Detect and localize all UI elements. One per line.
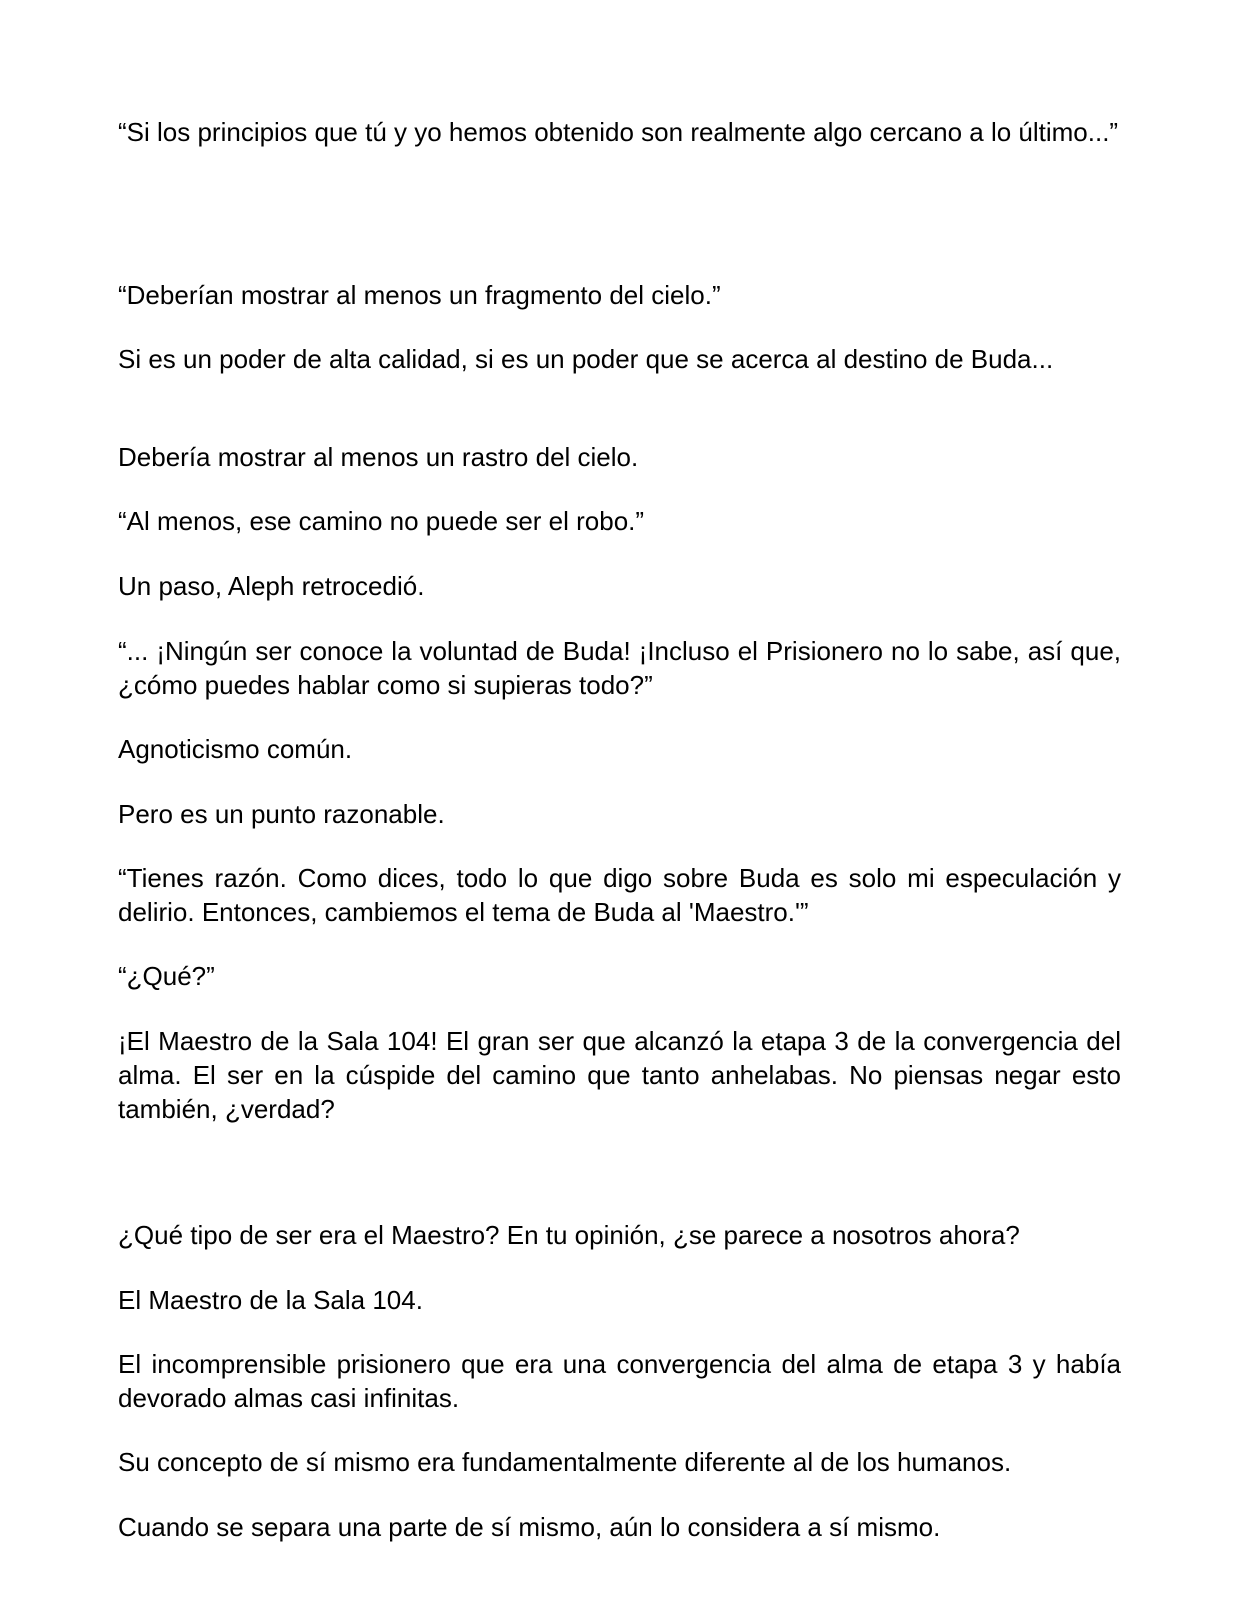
paragraph: “Si los principios que tú y yo hemos obtenido son realmente algo cercano a lo último...”: [118, 117, 1119, 147]
paragraph: Su concepto de sí mismo era fundamentalmente diferente al de los humanos.: [118, 1447, 1012, 1477]
paragraph: Agnoticismo común.: [118, 734, 353, 764]
paragraph: El Maestro de la Sala 104.: [118, 1285, 423, 1315]
paragraph: Cuando se separa una parte de sí mismo, aún lo considera a sí mismo.: [118, 1512, 941, 1542]
paragraph: ¡El Maestro de la Sala 104! El gran ser que alcanzó la etapa 3 de la convergencia del alma. El ser en la cúspide del camino que tanto anhelabas. No piensas negar esto también, ¿verdad?: [118, 1026, 1121, 1124]
paragraph: Si es un poder de alta calidad, si es un poder que se acerca al destino de Buda...: [118, 344, 1054, 374]
paragraph: “Al menos, ese camino no puede ser el robo.”: [118, 506, 645, 536]
paragraph: “¿Qué?”: [118, 961, 215, 991]
paragraph: “... ¡Ningún ser conoce la voluntad de Buda! ¡Incluso el Prisionero no lo sabe, así que, ¿cómo puedes hablar como si supieras todo?”: [118, 636, 1121, 700]
paragraph: Pero es un punto razonable.: [118, 799, 445, 829]
paragraph: “Tienes razón. Como dices, todo lo que digo sobre Buda es solo mi especulación y delirio. Entonces, cambiemos el tema de Buda al 'Maestro.'”: [118, 863, 1121, 927]
paragraph: El incomprensible prisionero que era una convergencia del alma de etapa 3 y había devorado almas casi infinitas.: [118, 1349, 1121, 1413]
paragraph: Un paso, Aleph retrocedió.: [118, 571, 425, 601]
paragraph: “Deberían mostrar al menos un fragmento del cielo.”: [118, 280, 721, 310]
paragraph: Debería mostrar al menos un rastro del cielo.: [118, 442, 639, 472]
paragraph: ¿Qué tipo de ser era el Maestro? En tu opinión, ¿se parece a nosotros ahora?: [118, 1220, 1020, 1250]
